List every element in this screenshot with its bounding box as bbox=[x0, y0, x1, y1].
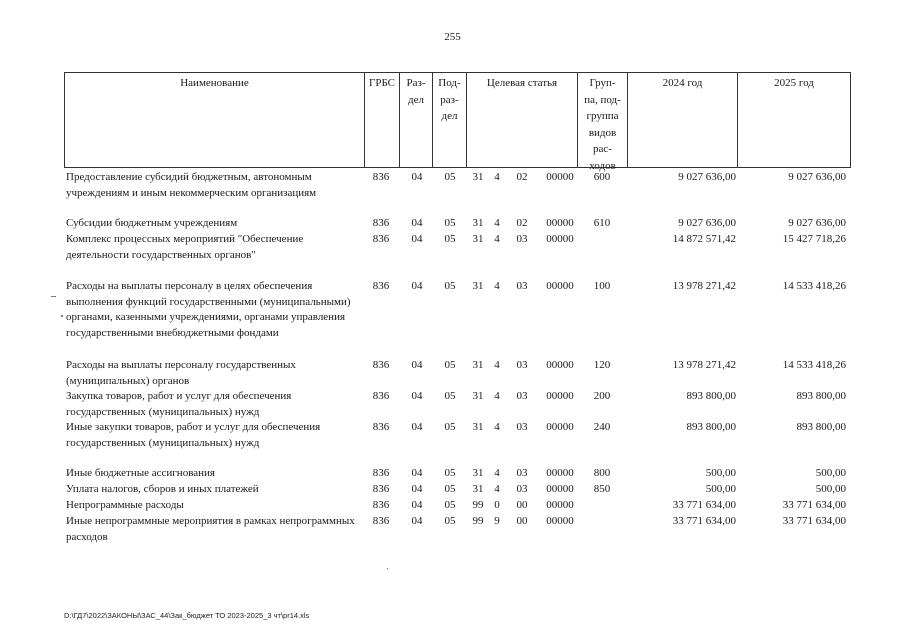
row-podrazdel: 05 bbox=[444, 390, 456, 402]
table-row bbox=[0, 279, 905, 359]
row-target-2: 4 bbox=[494, 359, 500, 371]
row-target-3: 03 bbox=[516, 467, 528, 479]
row-target-2: 0 bbox=[494, 499, 500, 511]
row-name: Закупка товаров, работ и услуг для обеспечения государственных (муниципальных) нужд bbox=[66, 390, 292, 418]
row-name: Уплата налогов, сборов и иных платежей bbox=[66, 483, 259, 495]
header-name: Наименование bbox=[65, 73, 365, 167]
row-podrazdel: 05 bbox=[444, 483, 456, 495]
table-row bbox=[0, 514, 905, 554]
scan-mark bbox=[387, 568, 388, 569]
row-group: 100 bbox=[593, 280, 611, 292]
row-razdel: 04 bbox=[411, 233, 423, 245]
row-grbs: 836 bbox=[372, 217, 390, 229]
row-grbs: 836 bbox=[372, 280, 390, 292]
row-amount-2025: 9 027 636,00 bbox=[788, 171, 846, 183]
row-name: Субсидии бюджетным учреждениям bbox=[66, 217, 238, 229]
row-target-3: 03 bbox=[516, 390, 528, 402]
row-target-2: 4 bbox=[494, 390, 500, 402]
row-target-2: 4 bbox=[494, 217, 500, 229]
row-group: 800 bbox=[593, 467, 611, 479]
row-group: 120 bbox=[593, 359, 611, 371]
row-name: Иные непрограммные мероприятия в рамках непрограммных расходов bbox=[66, 515, 355, 543]
row-target-2: 4 bbox=[494, 233, 500, 245]
row-target-3: 00 bbox=[516, 515, 528, 527]
row-podrazdel: 05 bbox=[444, 217, 456, 229]
row-target-3: 03 bbox=[516, 233, 528, 245]
row-razdel: 04 bbox=[411, 483, 423, 495]
row-amount-2025: 500,00 bbox=[815, 467, 846, 479]
row-podrazdel: 05 bbox=[444, 421, 456, 433]
row-target-1: 31 bbox=[472, 280, 484, 292]
row-amount-2024: 893 800,00 bbox=[686, 421, 736, 433]
row-target-3: 02 bbox=[516, 217, 528, 229]
row-target-1: 31 bbox=[472, 421, 484, 433]
row-name: Расходы на выплаты персоналу государственных (муниципальных) органов bbox=[66, 359, 296, 387]
row-group: 200 bbox=[593, 390, 611, 402]
row-amount-2024: 893 800,00 bbox=[686, 390, 736, 402]
row-target-4: 00000 bbox=[546, 280, 574, 292]
header-expense-group: Груп- па, под- группа видов рас- ходов bbox=[578, 73, 628, 167]
table-row bbox=[0, 232, 905, 272]
row-group: 610 bbox=[593, 217, 611, 229]
row-target-1: 31 bbox=[472, 171, 484, 183]
page-number: 255 bbox=[444, 31, 461, 43]
row-target-4: 00000 bbox=[546, 390, 574, 402]
header-year-2025: 2025 год bbox=[774, 77, 814, 89]
row-grbs: 836 bbox=[372, 421, 390, 433]
table-row bbox=[0, 420, 905, 460]
row-target-3: 03 bbox=[516, 483, 528, 495]
row-podrazdel: 05 bbox=[444, 499, 456, 511]
row-podrazdel: 05 bbox=[444, 280, 456, 292]
row-target-2: 4 bbox=[494, 280, 500, 292]
table-row bbox=[0, 170, 905, 210]
row-razdel: 04 bbox=[411, 359, 423, 371]
row-razdel: 04 bbox=[411, 515, 423, 527]
row-group: 600 bbox=[593, 171, 611, 183]
row-amount-2024: 14 872 571,42 bbox=[672, 233, 736, 245]
row-amount-2024: 33 771 634,00 bbox=[672, 515, 736, 527]
row-target-4: 00000 bbox=[546, 421, 574, 433]
row-amount-2025: 14 533 418,26 bbox=[782, 359, 846, 371]
row-target-3: 03 bbox=[516, 359, 528, 371]
row-target-1: 99 bbox=[472, 515, 484, 527]
row-grbs: 836 bbox=[372, 467, 390, 479]
row-amount-2025: 15 427 718,26 bbox=[782, 233, 846, 245]
row-podrazdel: 05 bbox=[444, 467, 456, 479]
row-target-1: 31 bbox=[472, 359, 484, 371]
row-name: Непрограммные расходы bbox=[66, 499, 184, 511]
row-name: Расходы на выплаты персоналу в целях обеспечения выполнения функций государственными (муниципальными) органами, казенными учреждениями, органами управления государственными внебюджетными фондами bbox=[66, 280, 351, 339]
row-grbs: 836 bbox=[372, 233, 390, 245]
row-amount-2024: 500,00 bbox=[705, 483, 736, 495]
row-name: Комплекс процессных мероприятий "Обеспечение деятельности государственных органов" bbox=[66, 233, 304, 261]
row-name: Иные закупки товаров, работ и услуг для обеспечения государственных (муниципальных) нужд bbox=[66, 421, 321, 449]
row-target-4: 00000 bbox=[546, 499, 574, 511]
row-target-4: 00000 bbox=[546, 467, 574, 479]
row-target-4: 00000 bbox=[546, 483, 574, 495]
row-grbs: 836 bbox=[372, 390, 390, 402]
row-grbs: 836 bbox=[372, 499, 390, 511]
row-amount-2024: 9 027 636,00 bbox=[678, 217, 736, 229]
header-razdel: Раз- дел bbox=[400, 73, 433, 167]
row-target-1: 31 bbox=[472, 217, 484, 229]
row-group: 240 bbox=[593, 421, 611, 433]
table-header bbox=[64, 72, 851, 172]
row-amount-2025: 33 771 634,00 bbox=[782, 499, 846, 511]
row-target-3: 00 bbox=[516, 499, 528, 511]
header-grbs: ГРБС bbox=[365, 73, 400, 167]
row-razdel: 04 bbox=[411, 280, 423, 292]
row-name: Иные бюджетные ассигнования bbox=[66, 467, 215, 479]
row-target-2: 4 bbox=[494, 483, 500, 495]
row-razdel: 04 bbox=[411, 467, 423, 479]
row-grbs: 836 bbox=[372, 515, 390, 527]
row-target-4: 00000 bbox=[546, 233, 574, 245]
scan-mark bbox=[51, 296, 56, 297]
row-amount-2024: 13 978 271,42 bbox=[672, 359, 736, 371]
row-razdel: 04 bbox=[411, 217, 423, 229]
row-target-3: 03 bbox=[516, 421, 528, 433]
header-target-article: Целевая статья bbox=[467, 73, 578, 167]
row-razdel: 04 bbox=[411, 171, 423, 183]
row-target-1: 31 bbox=[472, 233, 484, 245]
row-target-3: 03 bbox=[516, 280, 528, 292]
row-amount-2024: 13 978 271,42 bbox=[672, 280, 736, 292]
row-target-3: 02 bbox=[516, 171, 528, 183]
row-razdel: 04 bbox=[411, 499, 423, 511]
row-amount-2024: 9 027 636,00 bbox=[678, 171, 736, 183]
row-razdel: 04 bbox=[411, 421, 423, 433]
row-group: 850 bbox=[593, 483, 611, 495]
row-podrazdel: 05 bbox=[444, 359, 456, 371]
row-target-2: 9 bbox=[494, 515, 500, 527]
row-target-2: 4 bbox=[494, 421, 500, 433]
row-target-1: 31 bbox=[472, 390, 484, 402]
row-grbs: 836 bbox=[372, 171, 390, 183]
row-amount-2025: 893 800,00 bbox=[796, 421, 846, 433]
header-year-2024: 2024 год bbox=[628, 73, 738, 167]
row-grbs: 836 bbox=[372, 359, 390, 371]
row-podrazdel: 05 bbox=[444, 233, 456, 245]
row-target-4: 00000 bbox=[546, 515, 574, 527]
row-podrazdel: 05 bbox=[444, 515, 456, 527]
row-amount-2025: 14 533 418,26 bbox=[782, 280, 846, 292]
row-amount-2024: 33 771 634,00 bbox=[672, 499, 736, 511]
row-target-4: 00000 bbox=[546, 171, 574, 183]
row-amount-2025: 9 027 636,00 bbox=[788, 217, 846, 229]
row-amount-2025: 893 800,00 bbox=[796, 390, 846, 402]
header-podrazdel: Под- раз- дел bbox=[433, 73, 467, 167]
row-amount-2024: 500,00 bbox=[705, 467, 736, 479]
row-target-4: 00000 bbox=[546, 359, 574, 371]
row-target-1: 31 bbox=[472, 483, 484, 495]
scan-mark bbox=[61, 315, 63, 317]
row-target-2: 4 bbox=[494, 171, 500, 183]
row-target-1: 99 bbox=[472, 499, 484, 511]
row-grbs: 836 bbox=[372, 483, 390, 495]
row-podrazdel: 05 bbox=[444, 171, 456, 183]
row-amount-2025: 500,00 bbox=[815, 483, 846, 495]
row-razdel: 04 bbox=[411, 390, 423, 402]
row-amount-2025: 33 771 634,00 bbox=[782, 515, 846, 527]
file-path-footer: D:\ГД7\2022\ЗАКОНЫ\ЗАС_44\Зак_бюджет ТО 2023-2025_3 чт\pr14.xls bbox=[64, 611, 310, 620]
row-name: Предоставление субсидий бюджетным, автономным учреждениям и иным некоммерческим организациям bbox=[66, 171, 317, 199]
row-target-1: 31 bbox=[472, 467, 484, 479]
row-target-4: 00000 bbox=[546, 217, 574, 229]
row-target-2: 4 bbox=[494, 467, 500, 479]
